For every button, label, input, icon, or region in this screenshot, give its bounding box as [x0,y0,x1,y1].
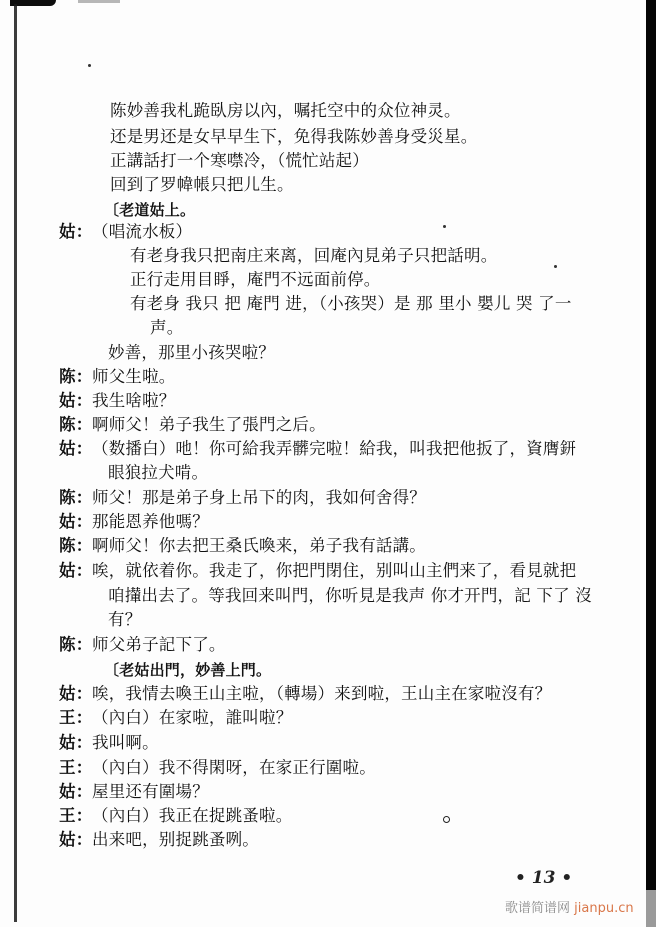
speaker-label: 姑： [59,391,93,410]
line-text: （內白）我正在捉跳蚤啦。 [92,806,293,825]
speaker-label: 姑： [59,830,93,849]
dialogue-line [0,683,656,705]
script-line [110,174,294,196]
dialogue-line [0,438,656,460]
line-text: 妙善，那里小孩哭啦？ [108,343,275,362]
line-text: 正行走用目睜，庵門不远面前停。 [130,270,381,289]
line-text: 唉，我情去喚王山主啦，（轉場）来到啦，王山主在家啦沒有？ [92,684,552,703]
line-text: 出来吧，别捉跳蚤咧。 [92,830,259,849]
speaker-label: 陈： [59,367,93,386]
dialogue-line [0,487,656,509]
dialogue-line [0,732,656,754]
line-text: 师父弟子記下了。 [92,635,226,654]
script-line [108,342,275,364]
script-line [108,585,592,607]
page-number [515,868,572,888]
scan-speck [443,816,450,823]
watermark [505,897,634,916]
speaker-label: 姑： [59,512,93,531]
speaker-label: 陈： [59,415,93,434]
script-line [108,462,208,484]
script-line [130,269,381,291]
line-text: 啊师父！你去把王桑氏喚来，弟子我有話講。 [92,536,426,555]
script-line [130,293,572,315]
line-text: 那能恩养他嗎？ [92,512,209,531]
line-text: 我叫啊。 [92,733,159,752]
dialogue-line [0,560,656,582]
line-text: （数播白）吔！你可給我弄髒完啦！給我，叫我把他扳了，資膺鈃 [92,439,577,458]
speaker-label: 陈： [59,635,93,654]
line-text: 声。 [150,318,184,337]
dialogue-line [0,390,656,412]
line-text: 〔老道姑上。 [104,201,196,219]
page-number-dot-right: • [561,868,573,888]
speaker-label: 王： [59,758,93,777]
line-text: （內白）在家啦，誰叫啦？ [92,708,293,727]
line-text: 师父！那是弟子身上吊下的肉，我如何舍得？ [92,488,426,507]
dialogue-line [0,757,656,779]
line-text: 屋里还有圍場？ [92,782,209,801]
speaker-label: 陈： [59,488,93,507]
line-text: 有老身我只把南庄来离，回庵內見弟子只把話明。 [130,246,498,265]
scan-right-edge-bottom [646,890,656,927]
dialogue-line [0,414,656,436]
script-line [108,609,141,631]
line-text: 〔老姑出門，妙善上門。 [104,661,272,679]
line-text: 正講話打一个寒噤冷，（慌忙站起） [110,151,369,170]
script-line [110,100,461,122]
line-text: 回到了罗幃帳只把儿生。 [110,175,294,194]
line-text: 有老身 我只 把 庵門 进，（小孩哭）是 那 里小 嬰儿 哭 了一 [130,294,572,313]
dialogue-line [0,781,656,803]
speaker-label: 姑： [59,222,93,241]
stage-direction [104,659,271,681]
line-text: （內白）我不得閑呀，在家正行圍啦。 [92,758,376,777]
dialogue-line [0,707,656,729]
script-line [150,317,183,339]
script-line [110,126,477,148]
dialogue-line [0,634,656,656]
dialogue-line [0,511,656,533]
line-text: 陈妙善我札跪臥房以內，嘱托空中的众位神灵。 [110,101,461,120]
speaker-label: 姑： [59,782,93,801]
line-text: 咱攆出去了。等我回来叫門，你听見是我声 你才开門，記 下了 沒 [108,586,592,605]
speaker-label: 姑： [59,561,93,580]
dialogue-line [0,829,656,851]
line-text: 我生啥啦？ [92,391,176,410]
line-text: 眼狼拉犬啃。 [108,463,209,482]
scan-speck [88,64,91,67]
line-text: 啊师父！弟子我生了張門之后。 [92,415,326,434]
dialogue-line [0,366,656,388]
speaker-label: 姑： [59,684,93,703]
script-line [110,150,369,172]
watermark-cn: 歌谱简谱网 [505,901,571,916]
speaker-label: 陈： [59,536,93,555]
script-line [130,245,497,267]
scan-speck [443,225,446,228]
speaker-label: 王： [59,806,93,825]
speaker-label: 姑： [59,733,93,752]
line-text: 还是男还是女早早生下，免得我陈妙善身受災星。 [110,127,478,146]
scan-speck [554,265,557,268]
line-text: 唉，就依着你。我走了，你把門閉住，别叫山主們来了，看見就把 [92,561,577,580]
line-text: 师父生啦。 [92,367,176,386]
dialogue-line [0,805,656,827]
line-text: 有？ [108,610,142,629]
dialogue-line [0,535,656,557]
page-number-value: 13 [531,868,556,888]
speaker-label: 王： [59,708,93,727]
page-number-dot-left: • [515,868,526,888]
speaker-label: 姑： [59,439,93,458]
watermark-url: jianpu.cn [574,901,634,916]
stage-direction [104,199,195,221]
line-text: （唱流水板） [92,222,193,241]
scan-artifact-top [78,0,120,3]
dialogue-line [0,221,656,243]
